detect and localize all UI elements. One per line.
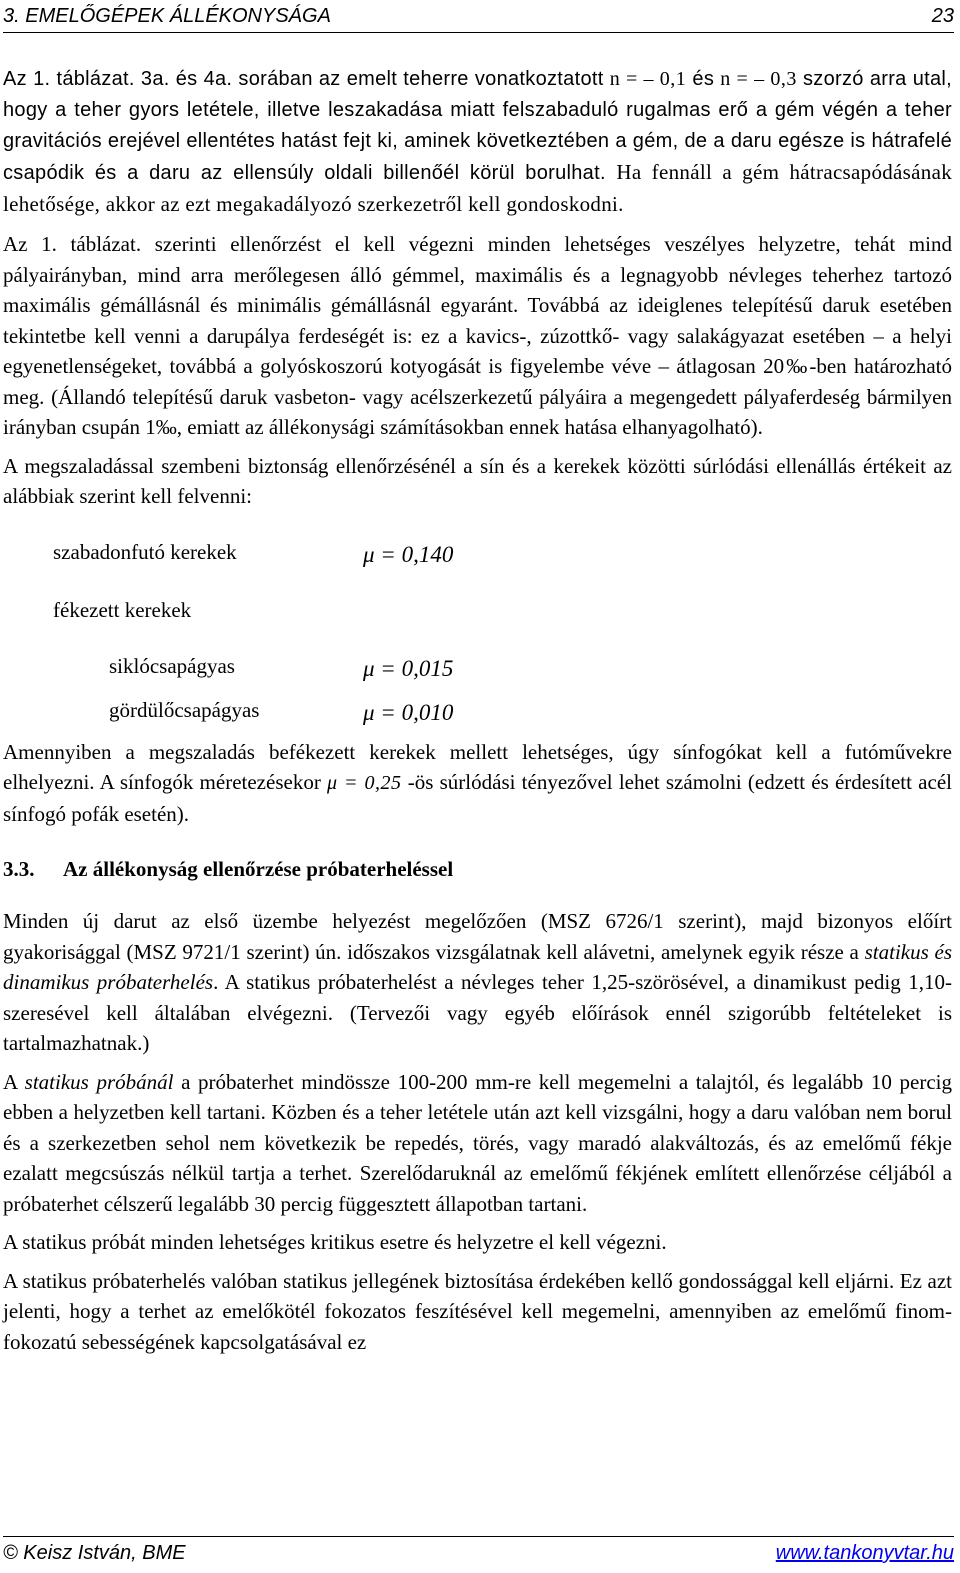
sliding-bearing-value: μ = 0,015	[363, 655, 454, 681]
friction-table	[3, 512, 952, 724]
text-run: és	[686, 68, 721, 90]
section-number: 3.3.	[3, 857, 35, 881]
formula-mu-025: μ = 0,25	[327, 772, 402, 794]
free-wheels-value: μ = 0,140	[363, 541, 454, 567]
text-run: -ös súrlódási tényezővel lehet számolni (edzett és érdesített acél sínfogó pofák esetén).	[3, 770, 952, 826]
paragraph-friction-intro: A megszaladással szembeni biztonság ellenőrzésénél a sín és a kerekek közötti súrlódási ellenállás értékeit az alábbiak szerint kell felvenni:	[3, 453, 952, 508]
text-run: Amennyiben a megszaladás befékezett kerekek mellett lehetséges, úgy sínfogókat kell a futóművekre elhelyezni. A sínfogók méretezésekor	[3, 739, 952, 794]
italic-term: statikus próbánál	[24, 1069, 174, 1094]
text-run: szorzó arra utal, hogy a teher gyors letétele, illetve leszakadása miatt felszabaduló rugalmas erő a gém végén a teher gravitációs erejével ellentétes hatást fejt ki, aminek következtében a gém, de a daru egésze is hátrafelé csapódik és a daru az ellensúly oldali billenőél körül borulhat.	[3, 68, 953, 184]
formula-n-03: n = – 0,3	[720, 68, 797, 90]
text-run: . A statikus próbaterhelést a névleges teher 1,25-szörösével, a dinamikust pedig 1,10-szeresével kell általában elvégezni. (Tervezői vagy egyéb előírások ennél szigorúbb feltételeket is tartalmazhatnak.)	[3, 970, 952, 1055]
italic-term: statikus és dinamikus próbaterhelés	[3, 939, 952, 994]
page-footer	[3, 1536, 954, 1571]
sliding-bearing-label: siklócsapágyas	[109, 653, 235, 678]
text-run: a próbaterhet mindössze 100-200 mm-re kell megemelni a talajtól, és legalább 10 percig ebben a helyzetben kell tartani. Közben és a teher letétele után azt kell vizsgálni, hogy a daru valóban nem borul és a szerkezetben sehol nem következik be repedés, törés, vagy maradó alakváltozás, és az emelőmű fékje ezalatt megcsúszás nélkül tartja a terhet. Szerelődaruknál az emelőmű fékjének említett ellenőrzése céljából a próbaterhet célszerű legalább 30 percig függesztett állapotban tartani.	[3, 1069, 952, 1216]
paragraph-rail-clamps	[3, 737, 952, 830]
text-run: Minden új darut az első üzembe helyezést megelőzően (MSZ 6726/1 szerint), majd bizonyos előírt gyakorisággal (MSZ 9721/1 szerint) ún. időszakos vizsgálatnak kell alávetni, amelynek egyik része a	[3, 909, 952, 964]
braked-wheels-label: fékezett kerekek	[53, 597, 192, 622]
text-run: szerinti ellenőrzést el kell végezni minden lehetséges veszélyes helyzetre, tehát mind pályairányban, mind arra merőlegesen álló gémmel, maximális és a legnagyobb névleges teherhez tartozó maximális gémállásnál és minimális gémállásnál egyaránt. Továbbá az ideiglenes telepítésű daruk esetében tekintetbe kell venni a darupálya ferdeségét is: ez a kavics-, zúzottkő- vagy salakágyazat esetében – a helyi egyenetlenségeket, továbbá a golyóskoszorú kotyogását is figyelembe véve – átlagosan 20‰-ben határozható meg. (Állandó telepítésű daruk vasbeton- vagy acélszerkezetű pályáira a megengedett pályaferdeség bármilyen irányban csupán 1‰, emiatt az állékonysági számításokban ennek hatása elhanyagolható).	[3, 232, 952, 439]
paragraph-static-test	[3, 1067, 952, 1220]
free-wheels-label: szabadonfutó kerekek	[53, 539, 237, 564]
section-heading	[3, 854, 952, 884]
paragraph-static-character: A statikus próbaterhelés valóban statikus jellegének biztosítása érdekében kellő gondossággal kell eljárni. Ez azt jelenti, hogy a terhet az emelőkötél fokozatos feszítésével kell megemelni, amennyiben az emelőmű finom-fokozatú sebességének kapcsolgatásával ez	[3, 1268, 952, 1354]
text-run: Ha fennáll a gém hátracsapódásának lehetősége, akkor az ezt megakadályozó szerkezetről kell gondoskodni.	[3, 160, 952, 216]
formula-n-01: n = – 0,1	[609, 68, 687, 90]
paragraph-verification	[3, 229, 952, 443]
text-run: Az 1. táblázat.	[3, 232, 142, 256]
text-run: A	[3, 1069, 25, 1094]
rolling-bearing-value: μ = 0,010	[363, 699, 454, 725]
page-number: 23	[931, 5, 954, 27]
paragraph-rebound	[3, 64, 952, 221]
paragraph-critical-cases: A statikus próbát minden lehetséges kritikus esetre és helyzetre el kell végezni.	[3, 1230, 667, 1254]
rolling-bearing-label: gördülőcsapágyas	[109, 697, 260, 722]
page-body	[3, 64, 952, 1357]
text-run: Az 1. táblázat. 3a. és 4a. sorában az emelt teherre vonatkoztatott	[3, 68, 610, 90]
paragraph-inspection	[3, 906, 952, 1059]
page-header	[3, 2, 954, 33]
copyright-author: © Keisz István, BME	[3, 1542, 186, 1564]
publisher-link[interactable]: www.tankonyvtar.hu	[775, 1542, 954, 1564]
chapter-title: 3. EMELŐGÉPEK ÁLLÉKONYSÁGA	[3, 5, 331, 27]
section-title: Az állékonyság ellenőrzése próbaterheléssel	[63, 857, 454, 881]
